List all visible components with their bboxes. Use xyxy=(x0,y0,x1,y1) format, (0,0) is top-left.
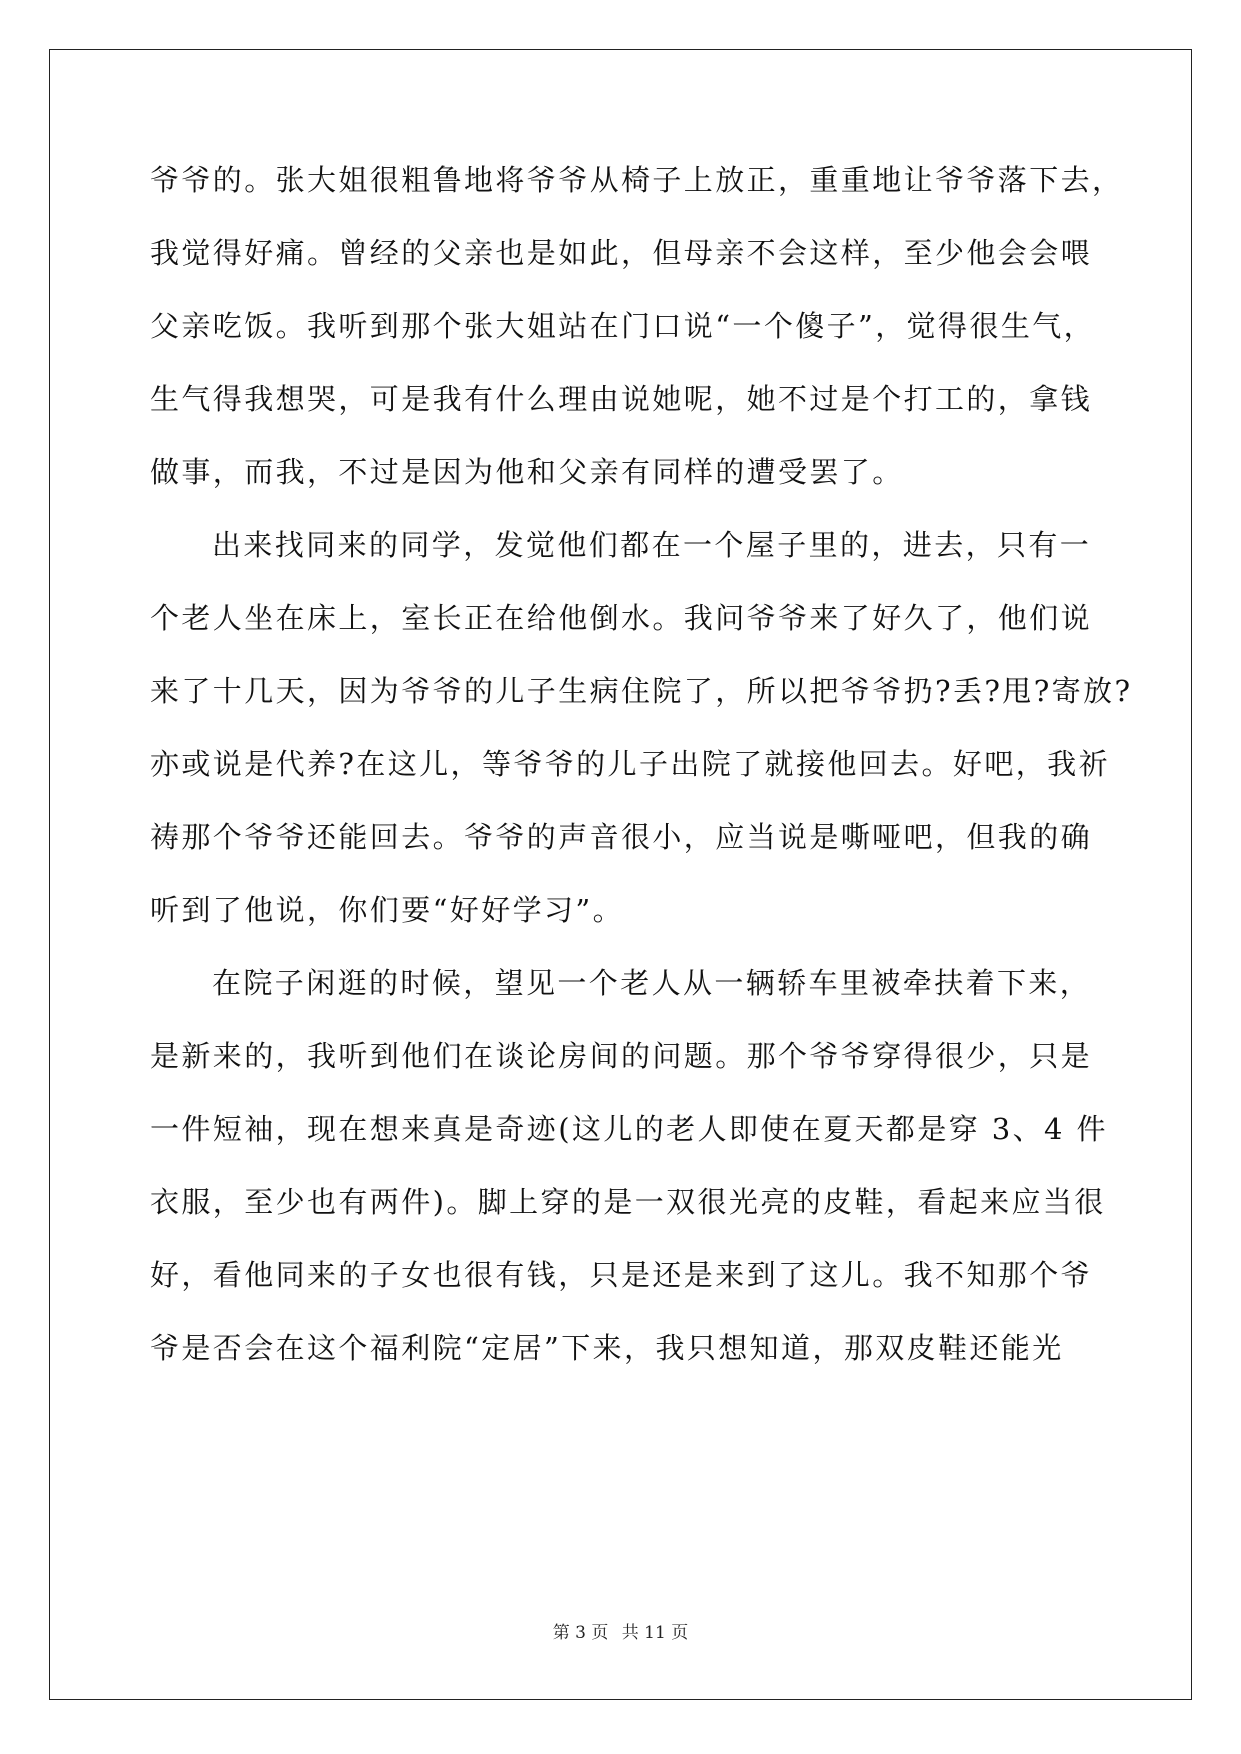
text-line: 来了十几天，因为爷爷的儿子生病住院了，所以把爷爷扔?丢?甩?寄放? xyxy=(150,674,1133,708)
text-line: 我觉得好痛。曾经的父亲也是如此，但母亲不会这样，至少他会会喂 xyxy=(150,236,1093,270)
text-line: 父亲吃饭。我听到那个张大姐站在门口说“一个傻子”，觉得很生气， xyxy=(150,309,1096,343)
text-line: 是新来的，我听到他们在谈论房间的问题。那个爷爷穿得很少，只是 xyxy=(150,1039,1093,1073)
page-footer xyxy=(0,1618,1241,1643)
text-line: 亦或说是代养?在这儿，等爷爷的儿子出院了就接他回去。好吧，我祈 xyxy=(150,747,1110,781)
text-line: 好，看他同来的子女也很有钱，只是还是来到了这儿。我不知那个爷 xyxy=(150,1258,1093,1292)
text-line: 爷爷的。张大姐很粗鲁地将爷爷从椅子上放正，重重地让爷爷落下去， xyxy=(150,163,1124,197)
text-line: 爷是否会在这个福利院“定居”下来，我只想知道，那双皮鞋还能光 xyxy=(150,1331,1064,1365)
paragraph-start-line: 出来找同来的同学，发觉他们都在一个屋子里的，进去，只有一 xyxy=(212,528,1092,562)
page-total: 共 11 页 xyxy=(621,1623,689,1643)
text-line: 一件短袖，现在想来真是奇迹(这儿的老人即使在夏天都是穿 3、4 件 xyxy=(150,1112,1108,1146)
page-number: 第 3 页 xyxy=(552,1623,609,1643)
text-line: 个老人坐在床上，室长正在给他倒水。我问爷爷来了好久了，他们说 xyxy=(150,601,1093,635)
text-line: 衣服，至少也有两件)。脚上穿的是一双很光亮的皮鞋，看起来应当很 xyxy=(150,1185,1106,1219)
text-line: 做事，而我，不过是因为他和父亲有同样的遭受罢了。 xyxy=(150,455,904,489)
page-border xyxy=(49,49,1192,1700)
text-line: 祷那个爷爷还能回去。爷爷的声音很小，应当说是嘶哑吧，但我的确 xyxy=(150,820,1093,854)
text-line: 听到了他说，你们要“好好学习”。 xyxy=(150,893,625,927)
text-line: 生气得我想哭，可是我有什么理由说她呢，她不过是个打工的，拿钱 xyxy=(150,382,1093,416)
paragraph-start-line: 在院子闲逛的时候，望见一个老人从一辆轿车里被牵扶着下来， xyxy=(212,966,1092,1000)
